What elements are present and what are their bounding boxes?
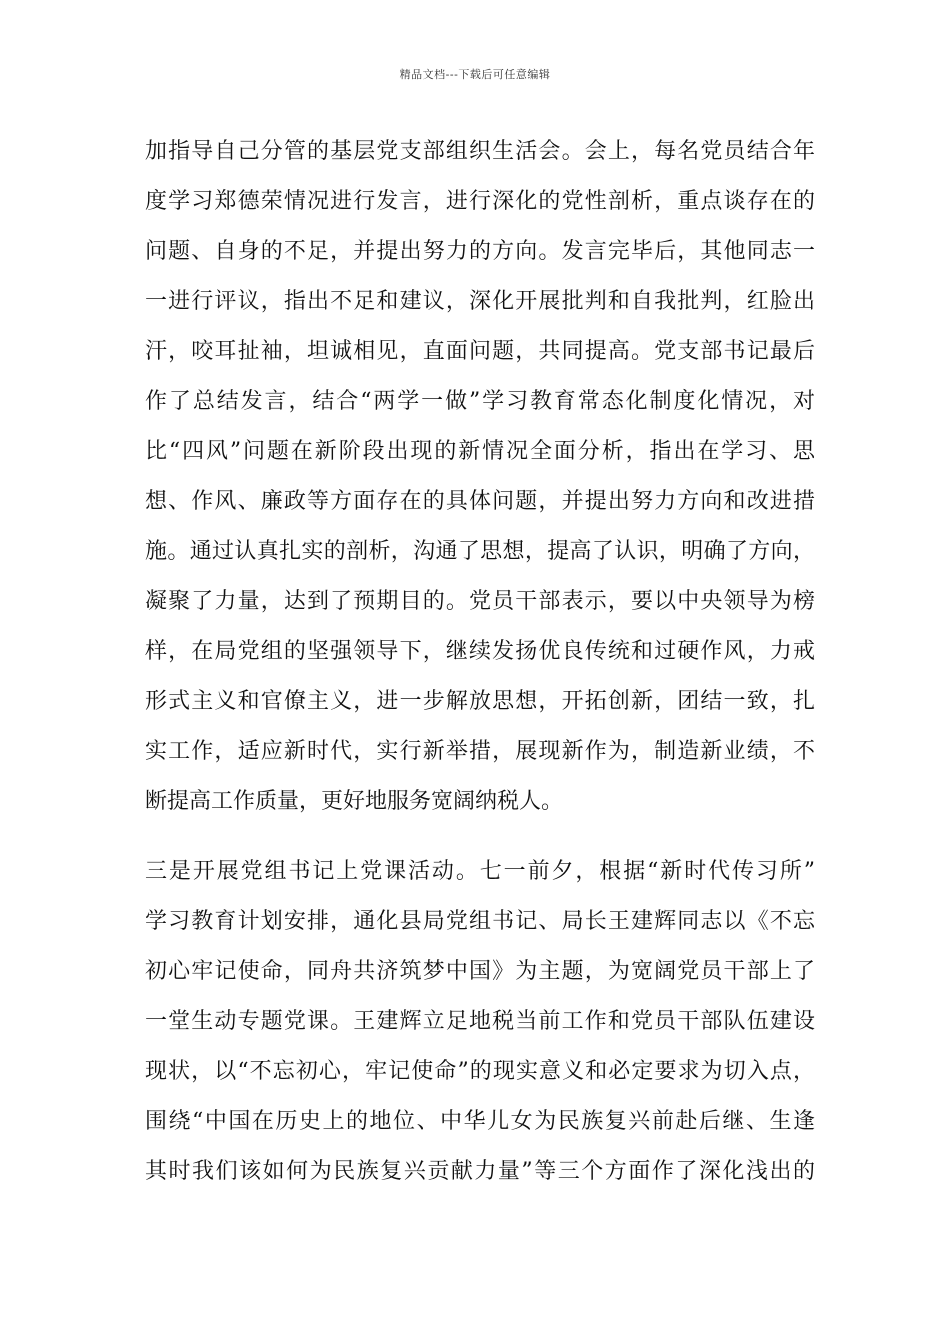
text-line: 一堂生动专题党课。王建辉立足地税当前工作和党员干部队伍建设 (145, 1009, 815, 1034)
text-line: 汗，咬耳扯袖，坦诚相见，直面问题，共同提高。党支部书记最后 (145, 339, 815, 364)
text-line: 问题、自身的不足，并提出努力的方向。发言完毕后，其他同志一 (145, 239, 815, 264)
text-line: 学习教育计划安排，通化县局党组书记、局长王建辉同志以《不忘 (145, 909, 815, 934)
text-line: 断提高工作质量，更好地服务宽阔纳税人。 (145, 789, 564, 814)
paragraph-1 (145, 127, 815, 827)
text-line: 一进行评议，指出不足和建议，深化开展批判和自我批判，红脸出 (145, 289, 815, 314)
text-line: 样，在局党组的坚强领导下，继续发扬优良传统和过硬作风，力戒 (145, 639, 815, 664)
text-line: 凝聚了力量，达到了预期目的。党员干部表示，要以中央领导为榜 (145, 589, 815, 614)
text-line: 作了总结发言，结合“两学一做”学习教育常态化制度化情况，对 (145, 389, 815, 414)
text-line: 比“四风”问题在新阶段出现的新情况全面分析，指出在学习、思 (145, 439, 815, 464)
text-line: 围绕“中国在历史上的地位、中华儿女为民族复兴前赴后继、生逢 (145, 1109, 815, 1134)
text-line: 初心牢记使命，同舟共济筑梦中国》为主题，为宽阔党员干部上了 (145, 959, 815, 984)
text-line: 形式主义和官僚主义，进一步解放思想，开拓创新，团结一致，扎 (145, 689, 815, 714)
text-line: 其时我们该如何为民族复兴贡献力量”等三个方面作了深化浅出的 (145, 1159, 815, 1184)
text-line: 现状，以“不忘初心，牢记使命”的现实意义和必定要求为切入点， (145, 1059, 815, 1084)
text-line: 实工作，适应新时代，实行新举措，展现新作为，制造新业绩，不 (145, 739, 815, 764)
text-line: 三是开展党组书记上党课活动。七一前夕，根据“新时代传习所” (145, 859, 815, 884)
text-line: 想、作风、廉政等方面存在的具体问题，并提出努力方向和改进措 (145, 489, 815, 514)
text-line: 度学习郑德荣情况进行发言，进行深化的党性剖析，重点谈存在的 (145, 189, 815, 214)
text-line: 施。通过认真扎实的剖析，沟通了思想，提高了认识，明确了方向， (145, 539, 815, 564)
text-line: 加指导自己分管的基层党支部组织生活会。会上，每名党员结合年 (145, 139, 815, 164)
paragraph-2 (145, 847, 815, 1197)
page-header: 精品文档---下载后可任意编辑 (399, 68, 551, 81)
